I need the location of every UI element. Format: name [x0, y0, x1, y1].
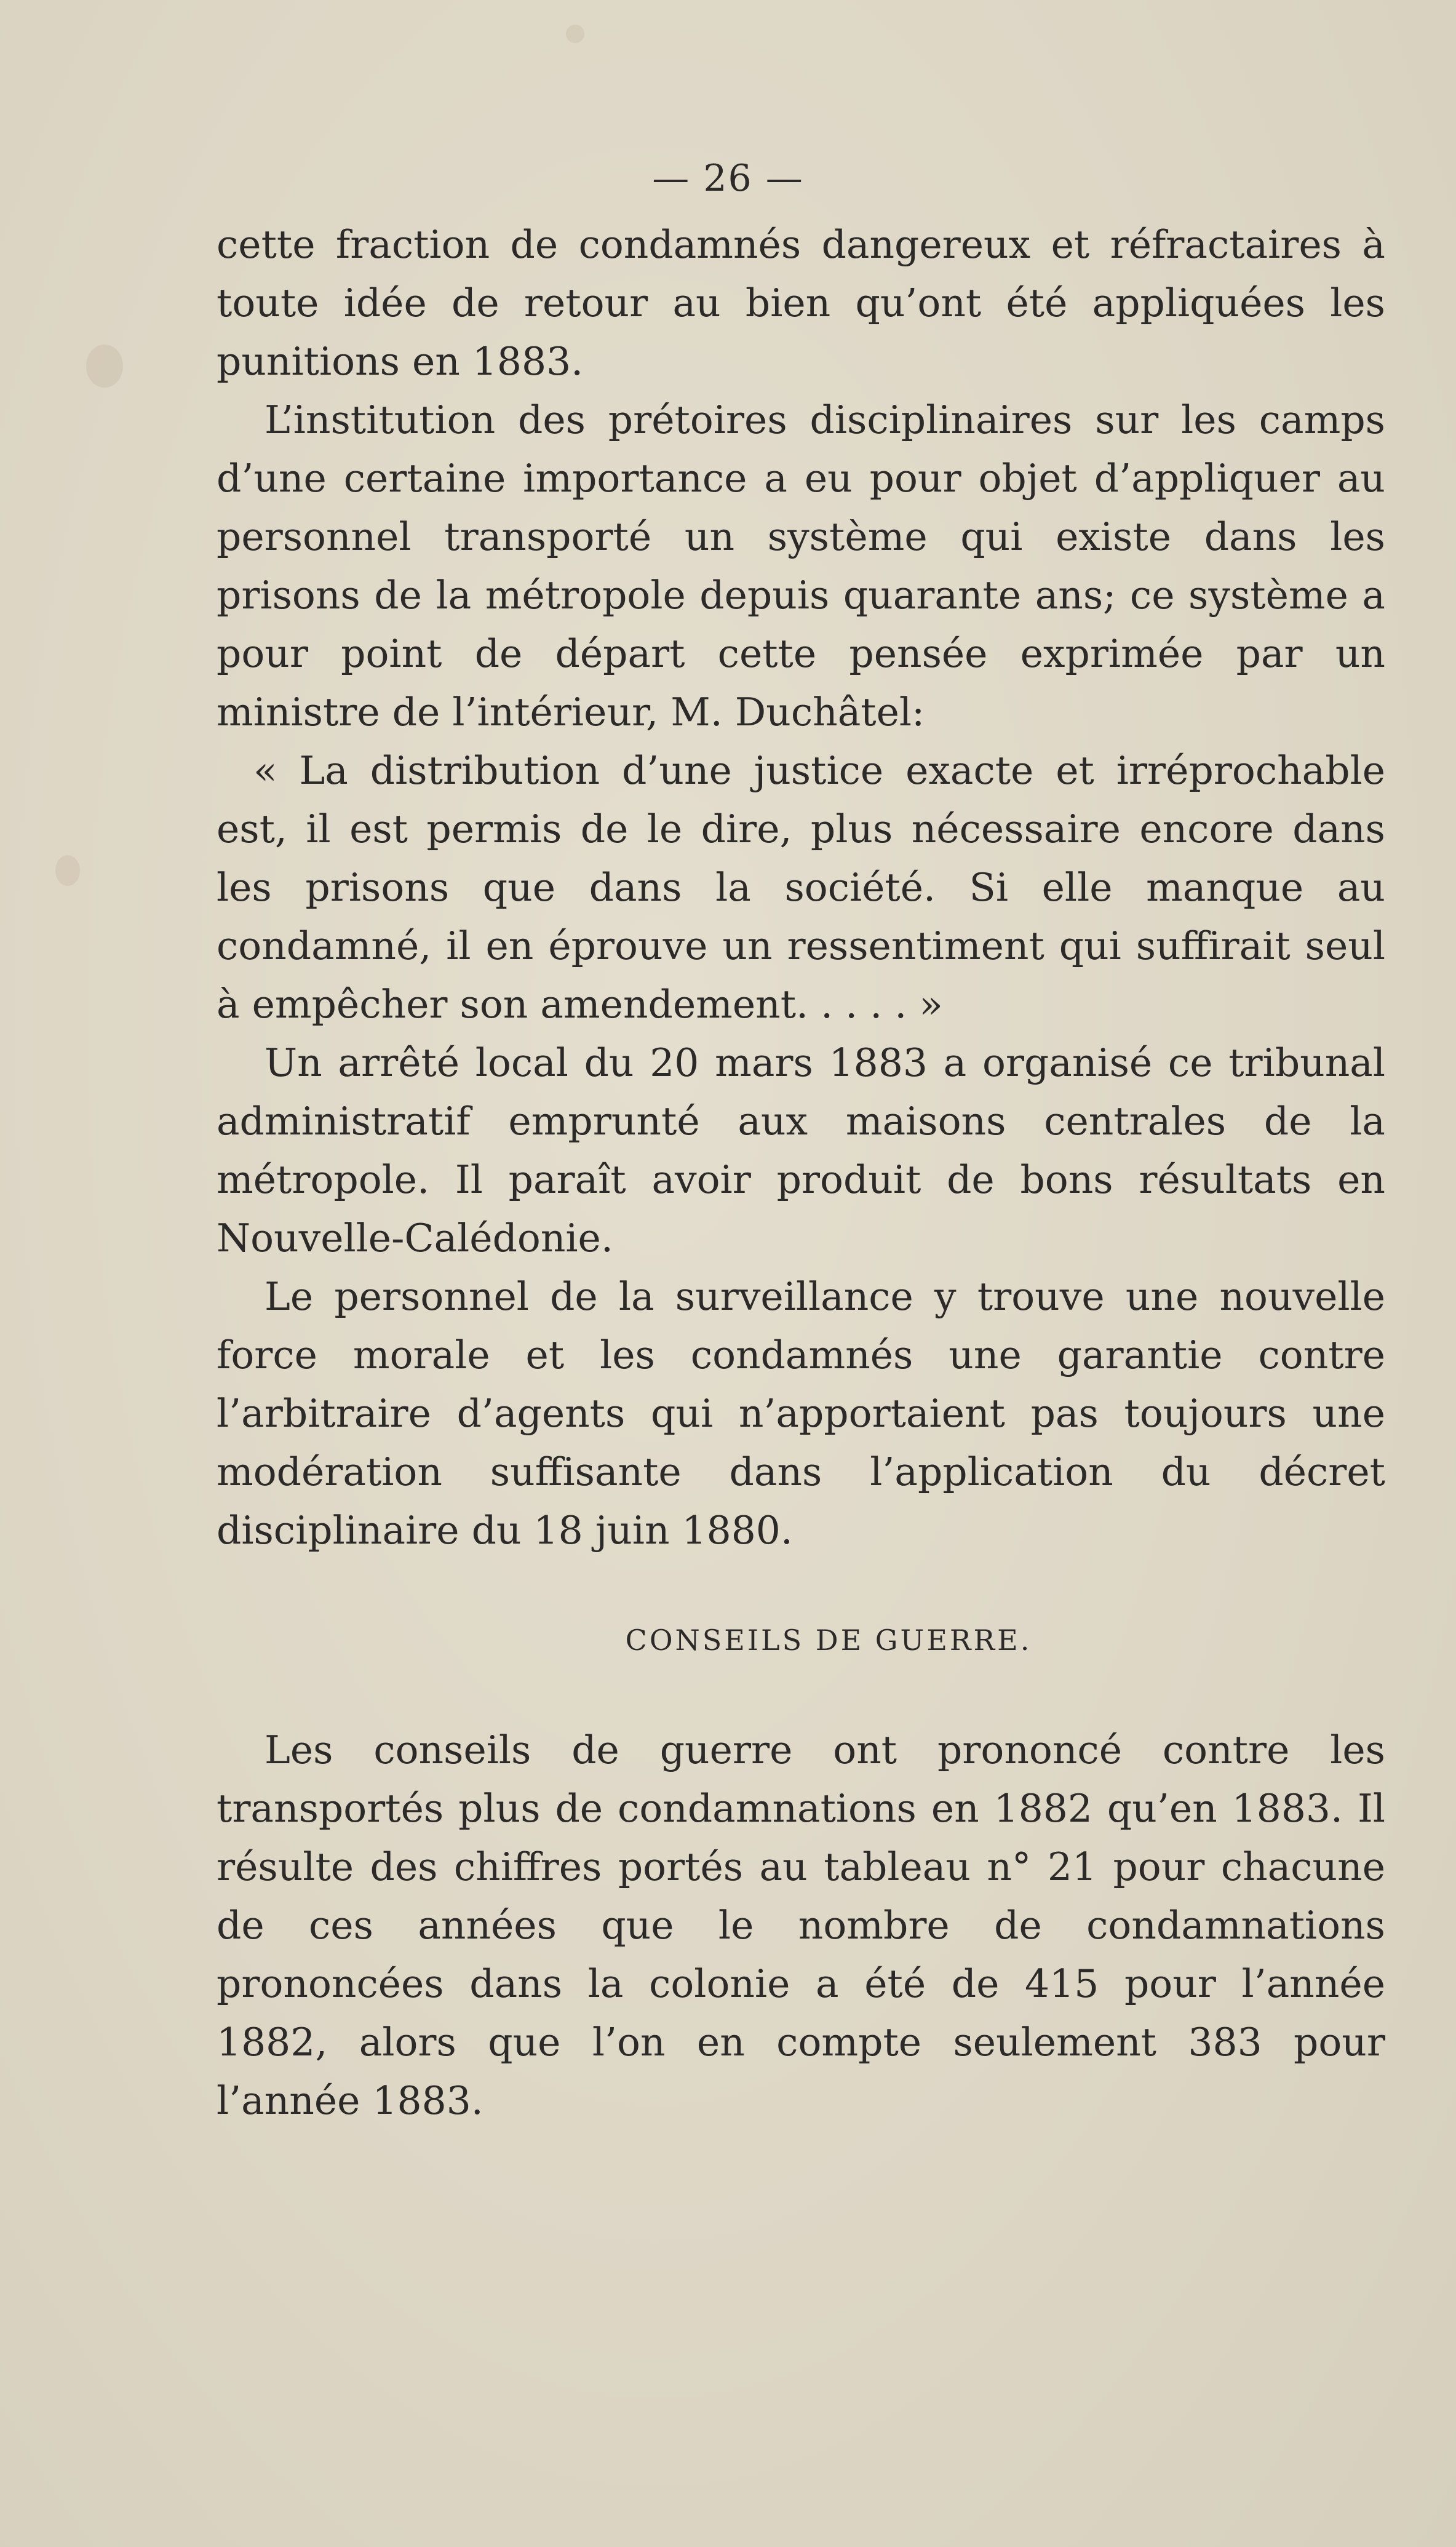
- paragraph-continuation: cette fraction de condamnés dangereux et réfractaires à toute idée de retour au bien qu’ont été appliquées les punitions en 1883.: [217, 222, 1385, 384]
- paper-stain: [566, 25, 584, 43]
- paper-stain: [55, 855, 80, 886]
- paragraph-quote: « La distribution d’une justice exacte et irréprochable est, il est permis de le dire, plus nécessaire encore dans les prisons que dans la société. Si elle manque au condamné, il en éprouve un ressentiment qui suffirait seul à empêcher son amendement. . . . . »: [217, 748, 1385, 1027]
- paragraph-arrete: Un arrêté local du 20 mars 1883 a organisé ce tribunal administratif emprunté aux maisons centrales de la métropole. Il paraît avoir produit de bons résultats en Nouvelle-Calédonie.: [217, 1040, 1385, 1261]
- paragraph-pretoires: L’institution des prétoires disciplinaires sur les camps d’une certaine importance a eu pour objet d’appliquer au personnel transporté un système qui existe dans les prisons de la métropole depuis quarante ans; ce système a pour point de départ cette pensée exprimée par un ministre de l’intérieur, M. Duchâtel:: [217, 397, 1385, 735]
- section-heading: CONSEILS DE GUERRE.: [625, 1624, 1032, 1657]
- page-number: — 26 —: [652, 157, 804, 200]
- paper-stain: [86, 345, 123, 388]
- body-text: [217, 215, 1385, 2130]
- paragraph-personnel: Le personnel de la surveillance y trouve une nouvelle force morale et les condamnés une garantie contre l’arbitraire d’agents qui n’apportaient pas toujours une modération suffisante dans l’application du décret disciplinaire du 18 juin 1880.: [217, 1274, 1385, 1553]
- paragraph-conseils: Les conseils de guerre ont prononcé contre les transportés plus de condamnations en 1882 qu’en 1883. Il résulte des chiffres portés au tableau n° 21 pour chacune de ces années que le nombre de condamnations prononcées dans la colonie a été de 415 pour l’année 1882, alors que l’on en compte seulement 383 pour l’année 1883.: [217, 1728, 1385, 2123]
